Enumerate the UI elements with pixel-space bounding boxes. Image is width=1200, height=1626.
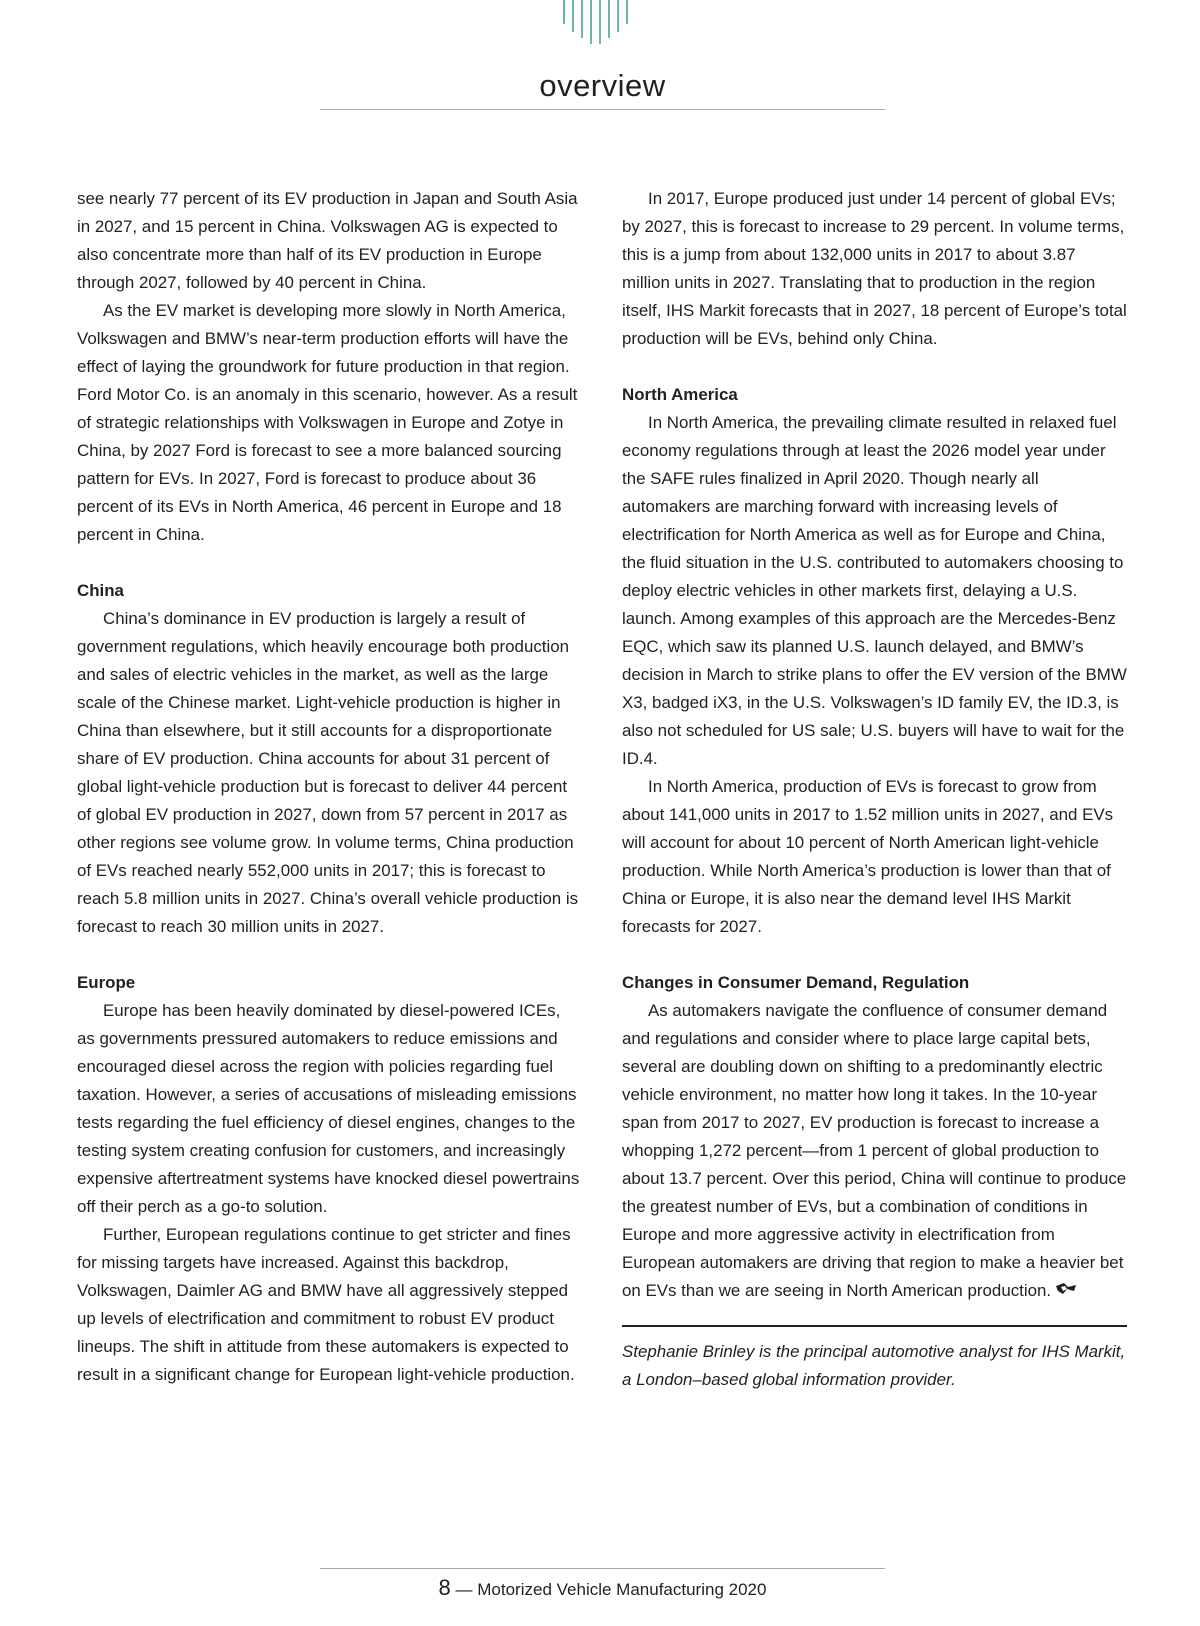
paragraph: In North America, the prevailing climate resulted in relaxed fuel economy regulations through at least the 2026 model year under the SAFE rules finalized in April 2020. Though nearly all automakers are marching forward with increasing levels of electrification for North America as well as for Europe and China, the fluid situation in the U.S. contributed to automakers choosing to deploy electric vehicles in other markets first, delaying a U.S. launch. Among examples of this approach are the Mercedes-Benz EQC, which saw its planned U.S. launch delayed, and BMW’s decision in March to strike plans to offer the EV version of the BMW X3, badged iX3, in the U.S. Volkswagen’s ID family EV, the ID.3, is also not scheduled for US sale; U.S. buyers will have to wait for the ID.4. xyxy=(622,413,1127,768)
paragraph xyxy=(622,997,1127,1305)
left-column xyxy=(77,185,582,1389)
paragraph: Europe has been heavily dominated by diesel-powered ICEs, as governments pressured automakers to reduce emissions and encouraged diesel across the region with policies regarding fuel taxation. However, a series of accusations of misleading emissions tests regarding the fuel efficiency of diesel engines, changes to the testing system creating confusion for customers, and increasingly expensive aftertreatment systems have knocked diesel powertrains off their perch as a go-to solution. xyxy=(77,1001,580,1216)
footer-rule xyxy=(320,1568,885,1569)
paragraph: As the EV market is developing more slowly in North America, Volkswagen and BMW’s near-term production efforts will have the effect of laying the groundwork for future production in that region. Ford Motor Co. is an anomaly in this scenario, however. As a result of strategic relationships with Volkswagen in Europe and Zotye in China, by 2027 Ford is forecast to see a more balanced sourcing pattern for EVs. In 2027, Ford is forecast to produce about 36 percent of its EVs in North America, 46 percent in Europe and 18 percent in China. xyxy=(77,301,578,544)
header-stripes-decoration xyxy=(563,0,643,46)
footer xyxy=(320,1575,885,1601)
changes-heading: Changes in Consumer Demand, Regulation xyxy=(622,973,970,992)
bio-divider xyxy=(622,1325,1127,1327)
china-heading: China xyxy=(77,581,124,600)
author-bio: Stephanie Brinley is the principal automotive analyst for IHS Markit, a London–based global information provider. xyxy=(622,1342,1126,1389)
footer-separator: — xyxy=(455,1580,473,1599)
paragraph: In North America, production of EVs is forecast to grow from about 141,000 units in 2017 to 1.52 million units in 2027, and EVs will account for about 10 percent of North American light-vehicle production. While North America’s production is lower than that of China or Europe, it is also near the demand level IHS Markit forecasts for 2027. xyxy=(622,777,1114,936)
paragraph-text: As automakers navigate the confluence of consumer demand and regulations and consider where to place large capital bets, several are doubling down on shifting to a predominantly electric vehicle environment, no matter how long it takes. In the 10-year span from 2017 to 2027, EV production is forecast to increase a whopping 1,272 percent—from 1 percent of global production to about 13.7 percent. Over this period, China will continue to produce the greatest number of EVs, but a combination of conditions in Europe and more aggressive activity in electrification from European automakers are driving that region to make a heavier bet on EVs than we are seeing in North American production. xyxy=(622,1001,1127,1300)
paragraph: China’s dominance in EV production is largely a result of government regulations, which heavily encourage both production and sales of electric vehicles in the market, as well as the large scale of the Chinese market. Light-vehicle production is higher in China than elsewhere, but it still accounts for a disproportionate share of EV production. China accounts for about 31 percent of global light-vehicle production but is forecast to deliver 44 percent of global EV production in 2027, down from 57 percent in 2017 as other regions see volume grow. In volume terms, China production of EVs reached nearly 552,000 units in 2017; this is forecast to reach 5.8 million units in 2027. China’s overall vehicle production is forecast to reach 30 million units in 2027. xyxy=(77,609,579,936)
section-title: overview xyxy=(539,68,666,103)
paragraph: In 2017, Europe produced just under 14 percent of global EVs; by 2027, this is forecast to increase to 29 percent. In volume terms, this is a jump from about 132,000 units in 2017 to about 3.87 million units in 2027. Translating that to production in the region itself, IHS Markit forecasts that in 2027, 18 percent of Europe’s total production will be EVs, behind only China. xyxy=(622,189,1127,348)
publication-name: Motorized Vehicle Manufacturing 2020 xyxy=(477,1580,767,1599)
paragraph: Further, European regulations continue to get stricter and fines for missing targets have increased. Against this backdrop, Volkswagen, Daimler AG and BMW have all aggressively stepped up levels of electrification and commitment to robust EV product lineups. The shift in attitude from these automakers is expected to result in a significant change for European light-vehicle production. xyxy=(77,1225,575,1384)
end-mark-icon xyxy=(1055,1283,1077,1299)
right-column xyxy=(622,185,1127,1394)
paragraph: see nearly 77 percent of its EV production in Japan and South Asia in 2027, and 15 percent in China. Volkswagen AG is expected to also concentrate more than half of its EV production in Europe through 2027, followed by 40 percent in China. xyxy=(77,189,578,292)
north-america-heading: North America xyxy=(622,385,738,404)
page-number: 8 xyxy=(438,1575,451,1600)
europe-heading: Europe xyxy=(77,973,136,992)
header-rule xyxy=(320,109,885,110)
